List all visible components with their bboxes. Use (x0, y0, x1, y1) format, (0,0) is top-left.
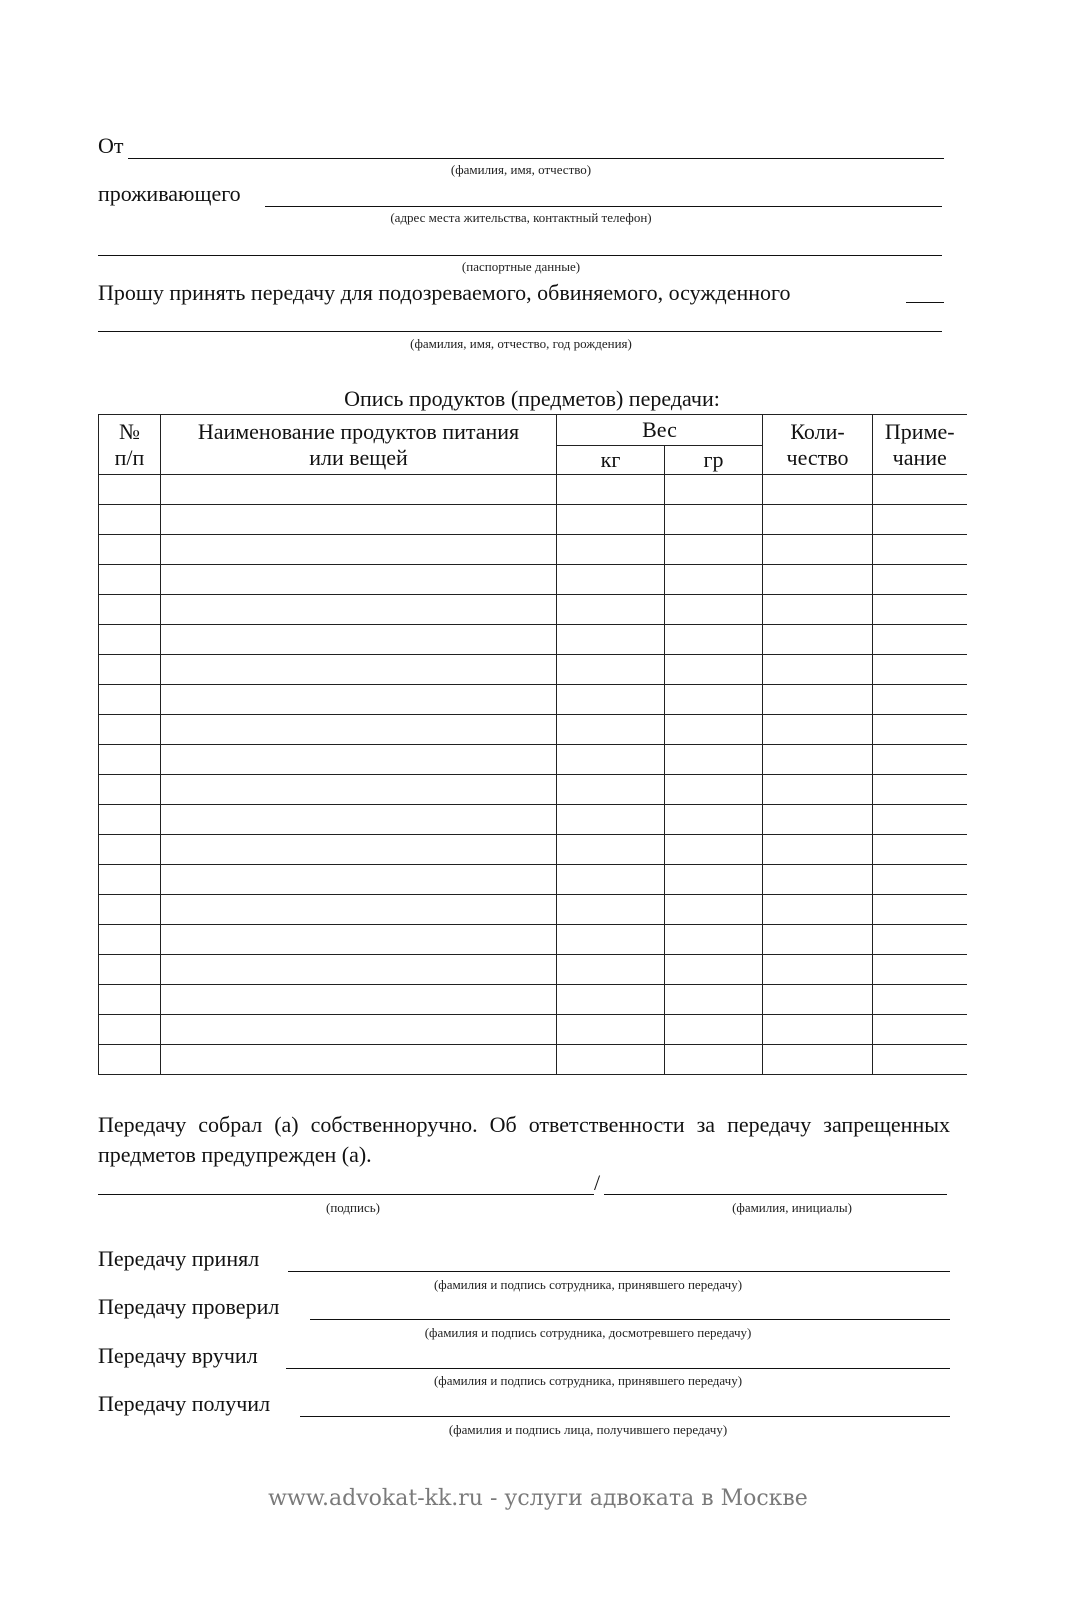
row-g-cell[interactable] (665, 625, 763, 655)
table-row (99, 505, 967, 535)
col-number-line2: п/п (114, 444, 145, 470)
row-g-cell[interactable] (665, 1045, 763, 1075)
row-qty-cell[interactable] (763, 805, 873, 835)
col-note-header (873, 415, 967, 475)
row-name-cell[interactable] (161, 535, 557, 565)
row-g-cell[interactable] (665, 475, 763, 505)
residing-label: проживающего (98, 181, 241, 206)
signer-name-hint: (фамилия, инициалы) (732, 1200, 852, 1215)
row-number-cell[interactable] (99, 1015, 161, 1045)
signer-name-field[interactable] (604, 1194, 947, 1195)
row-name-cell[interactable] (161, 595, 557, 625)
row-kg-cell[interactable] (557, 565, 665, 595)
row-name-cell[interactable] (161, 1045, 557, 1075)
row-name-cell[interactable] (161, 925, 557, 955)
passport-field[interactable] (98, 255, 942, 256)
row-g-cell[interactable] (665, 955, 763, 985)
row-g-cell[interactable] (665, 535, 763, 565)
row-name-cell[interactable] (161, 565, 557, 595)
table-row (99, 1015, 967, 1045)
col-note-line1: Приме- (884, 418, 955, 444)
row-number-cell[interactable] (99, 985, 161, 1015)
col-weight-g-header: гр (665, 446, 763, 475)
table-row (99, 805, 967, 835)
row-kg-cell[interactable] (557, 895, 665, 925)
row-qty-cell[interactable] (763, 865, 873, 895)
row-number-cell[interactable] (99, 625, 161, 655)
signoff-received-field[interactable] (300, 1416, 950, 1417)
row-g-cell[interactable] (665, 805, 763, 835)
col-note-line2: чание (892, 444, 947, 470)
row-qty-cell[interactable] (763, 895, 873, 925)
row-name-cell[interactable] (161, 715, 557, 745)
table-row (99, 655, 967, 685)
row-kg-cell[interactable] (557, 625, 665, 655)
col-name-line1: Наименование продуктов питания (197, 418, 520, 444)
footer-text: www.advokat-kk.ru - услуги адвоката в Москве (268, 1486, 808, 1511)
row-number-cell[interactable] (99, 775, 161, 805)
row-number-cell[interactable] (99, 535, 161, 565)
passport-hint: (паспортные данные) (461, 259, 581, 274)
declaration-text: Передачу собрал (а) собственноручно. Об ответственности за передачу запрещенных предметов предупрежден (а). (98, 1112, 950, 1167)
row-note-cell[interactable] (873, 775, 967, 805)
signature-separator: / (594, 1170, 601, 1195)
row-kg-cell[interactable] (557, 715, 665, 745)
row-qty-cell[interactable] (763, 925, 873, 955)
row-name-cell[interactable] (161, 865, 557, 895)
col-qty-header (763, 415, 873, 475)
row-note-cell[interactable] (873, 955, 967, 985)
row-name-cell[interactable] (161, 625, 557, 655)
row-kg-cell[interactable] (557, 835, 665, 865)
row-note-cell[interactable] (873, 805, 967, 835)
col-name-line2: или вещей (309, 444, 408, 470)
row-note-cell[interactable] (873, 565, 967, 595)
row-kg-cell[interactable] (557, 505, 665, 535)
row-number-cell[interactable] (99, 565, 161, 595)
col-qty-line2: чество (786, 444, 849, 470)
row-name-cell[interactable] (161, 745, 557, 775)
row-qty-cell[interactable] (763, 655, 873, 685)
table-row (99, 865, 967, 895)
signoff-handed-hint: (фамилия и подпись сотрудника, принявшего передачу) (433, 1373, 743, 1388)
row-number-cell[interactable] (99, 865, 161, 895)
row-qty-cell[interactable] (763, 745, 873, 775)
signoff-accepted-field[interactable] (288, 1271, 950, 1272)
row-note-cell[interactable] (873, 655, 967, 685)
inventory-title: Опись продуктов (предметов) передачи: (344, 386, 720, 411)
row-name-cell[interactable] (161, 1015, 557, 1045)
table-row (99, 925, 967, 955)
signoff-accepted-hint: (фамилия и подпись сотрудника, принявшего передачу) (433, 1277, 743, 1292)
col-weight-kg-header: кг (557, 446, 665, 475)
row-g-cell[interactable] (665, 895, 763, 925)
row-kg-cell[interactable] (557, 595, 665, 625)
row-g-cell[interactable] (665, 775, 763, 805)
row-g-cell[interactable] (665, 925, 763, 955)
table-row (99, 985, 967, 1015)
request-text: Прошу принять передачу для подозреваемого, обвиняемого, осужденного (98, 280, 791, 305)
signoff-handed-field[interactable] (286, 1368, 950, 1369)
row-name-cell[interactable] (161, 685, 557, 715)
row-number-cell[interactable] (99, 955, 161, 985)
row-qty-cell[interactable] (763, 1015, 873, 1045)
from-field[interactable] (128, 158, 944, 159)
row-g-cell[interactable] (665, 685, 763, 715)
row-number-cell[interactable] (99, 835, 161, 865)
row-note-cell[interactable] (873, 1045, 967, 1075)
row-number-cell[interactable] (99, 685, 161, 715)
recipient-field[interactable] (98, 331, 942, 332)
row-note-cell[interactable] (873, 835, 967, 865)
row-g-cell[interactable] (665, 715, 763, 745)
row-kg-cell[interactable] (557, 535, 665, 565)
row-note-cell[interactable] (873, 745, 967, 775)
table-row (99, 535, 967, 565)
row-name-cell[interactable] (161, 955, 557, 985)
row-qty-cell[interactable] (763, 835, 873, 865)
row-number-cell[interactable] (99, 1045, 161, 1075)
signoff-checked-label: Передачу проверил (98, 1294, 280, 1319)
row-kg-cell[interactable] (557, 1045, 665, 1075)
row-note-cell[interactable] (873, 475, 967, 505)
row-kg-cell[interactable] (557, 775, 665, 805)
row-kg-cell[interactable] (557, 1015, 665, 1045)
row-qty-cell[interactable] (763, 775, 873, 805)
from-hint: (фамилия, имя, отчество) (450, 162, 592, 177)
row-number-cell[interactable] (99, 805, 161, 835)
row-note-cell[interactable] (873, 685, 967, 715)
row-g-cell[interactable] (665, 565, 763, 595)
row-number-cell[interactable] (99, 595, 161, 625)
signoff-received-hint: (фамилия и подпись лица, получившего передачу) (448, 1422, 728, 1437)
recipient-hint: (фамилия, имя, отчество, год рождения) (410, 336, 632, 351)
row-g-cell[interactable] (665, 745, 763, 775)
row-number-cell[interactable] (99, 715, 161, 745)
row-number-cell[interactable] (99, 925, 161, 955)
row-note-cell[interactable] (873, 985, 967, 1015)
inventory-table (98, 414, 967, 1075)
row-qty-cell[interactable] (763, 595, 873, 625)
row-note-cell[interactable] (873, 1015, 967, 1045)
table-row (99, 685, 967, 715)
row-name-cell[interactable] (161, 655, 557, 685)
col-weight-header: Вес (557, 415, 763, 446)
row-name-cell[interactable] (161, 895, 557, 925)
row-note-cell[interactable] (873, 715, 967, 745)
row-qty-cell[interactable] (763, 505, 873, 535)
row-name-cell[interactable] (161, 505, 557, 535)
from-label: От (98, 133, 124, 158)
col-number-header (99, 415, 161, 475)
row-kg-cell[interactable] (557, 985, 665, 1015)
col-number-line1: № (119, 418, 140, 444)
row-g-cell[interactable] (665, 505, 763, 535)
row-note-cell[interactable] (873, 595, 967, 625)
table-row (99, 895, 967, 925)
row-qty-cell[interactable] (763, 535, 873, 565)
row-kg-cell[interactable] (557, 865, 665, 895)
row-kg-cell[interactable] (557, 805, 665, 835)
row-note-cell[interactable] (873, 535, 967, 565)
row-qty-cell[interactable] (763, 985, 873, 1015)
col-qty-line1: Коли- (790, 418, 845, 444)
signature-field[interactable] (98, 1194, 594, 1195)
row-note-cell[interactable] (873, 505, 967, 535)
row-number-cell[interactable] (99, 505, 161, 535)
row-qty-cell[interactable] (763, 1045, 873, 1075)
residing-field[interactable] (265, 206, 942, 207)
row-name-cell[interactable] (161, 775, 557, 805)
row-qty-cell[interactable] (763, 715, 873, 745)
row-qty-cell[interactable] (763, 475, 873, 505)
request-tail-field[interactable] (906, 302, 944, 303)
row-qty-cell[interactable] (763, 955, 873, 985)
table-row (99, 625, 967, 655)
table-row (99, 955, 967, 985)
table-row (99, 565, 967, 595)
row-note-cell[interactable] (873, 625, 967, 655)
row-note-cell[interactable] (873, 895, 967, 925)
row-g-cell[interactable] (665, 655, 763, 685)
row-g-cell[interactable] (665, 865, 763, 895)
row-qty-cell[interactable] (763, 685, 873, 715)
row-number-cell[interactable] (99, 475, 161, 505)
row-name-cell[interactable] (161, 835, 557, 865)
signature-hint: (подпись) (326, 1200, 380, 1215)
row-note-cell[interactable] (873, 865, 967, 895)
row-g-cell[interactable] (665, 985, 763, 1015)
signoff-received-label: Передачу получил (98, 1391, 271, 1416)
row-number-cell[interactable] (99, 745, 161, 775)
row-number-cell[interactable] (99, 655, 161, 685)
row-name-cell[interactable] (161, 805, 557, 835)
row-g-cell[interactable] (665, 835, 763, 865)
signoff-checked-hint: (фамилия и подпись сотрудника, досмотревшего передачу) (424, 1325, 752, 1340)
row-g-cell[interactable] (665, 1015, 763, 1045)
table-row (99, 745, 967, 775)
table-row (99, 775, 967, 805)
row-kg-cell[interactable] (557, 655, 665, 685)
row-kg-cell[interactable] (557, 685, 665, 715)
row-name-cell[interactable] (161, 985, 557, 1015)
signoff-handed-label: Передачу вручил (98, 1343, 258, 1368)
row-qty-cell[interactable] (763, 565, 873, 595)
residing-hint: (адрес места жительства, контактный телефон) (390, 210, 652, 225)
row-qty-cell[interactable] (763, 625, 873, 655)
table-row (99, 475, 967, 505)
col-name-header (161, 415, 557, 475)
table-row (99, 835, 967, 865)
signoff-checked-field[interactable] (310, 1319, 950, 1320)
row-name-cell[interactable] (161, 475, 557, 505)
row-kg-cell[interactable] (557, 955, 665, 985)
row-kg-cell[interactable] (557, 745, 665, 775)
signoff-accepted-label: Передачу принял (98, 1246, 260, 1271)
row-kg-cell[interactable] (557, 475, 665, 505)
row-kg-cell[interactable] (557, 925, 665, 955)
row-number-cell[interactable] (99, 895, 161, 925)
row-g-cell[interactable] (665, 595, 763, 625)
table-row (99, 715, 967, 745)
row-note-cell[interactable] (873, 925, 967, 955)
table-row (99, 1045, 967, 1075)
table-row (99, 595, 967, 625)
